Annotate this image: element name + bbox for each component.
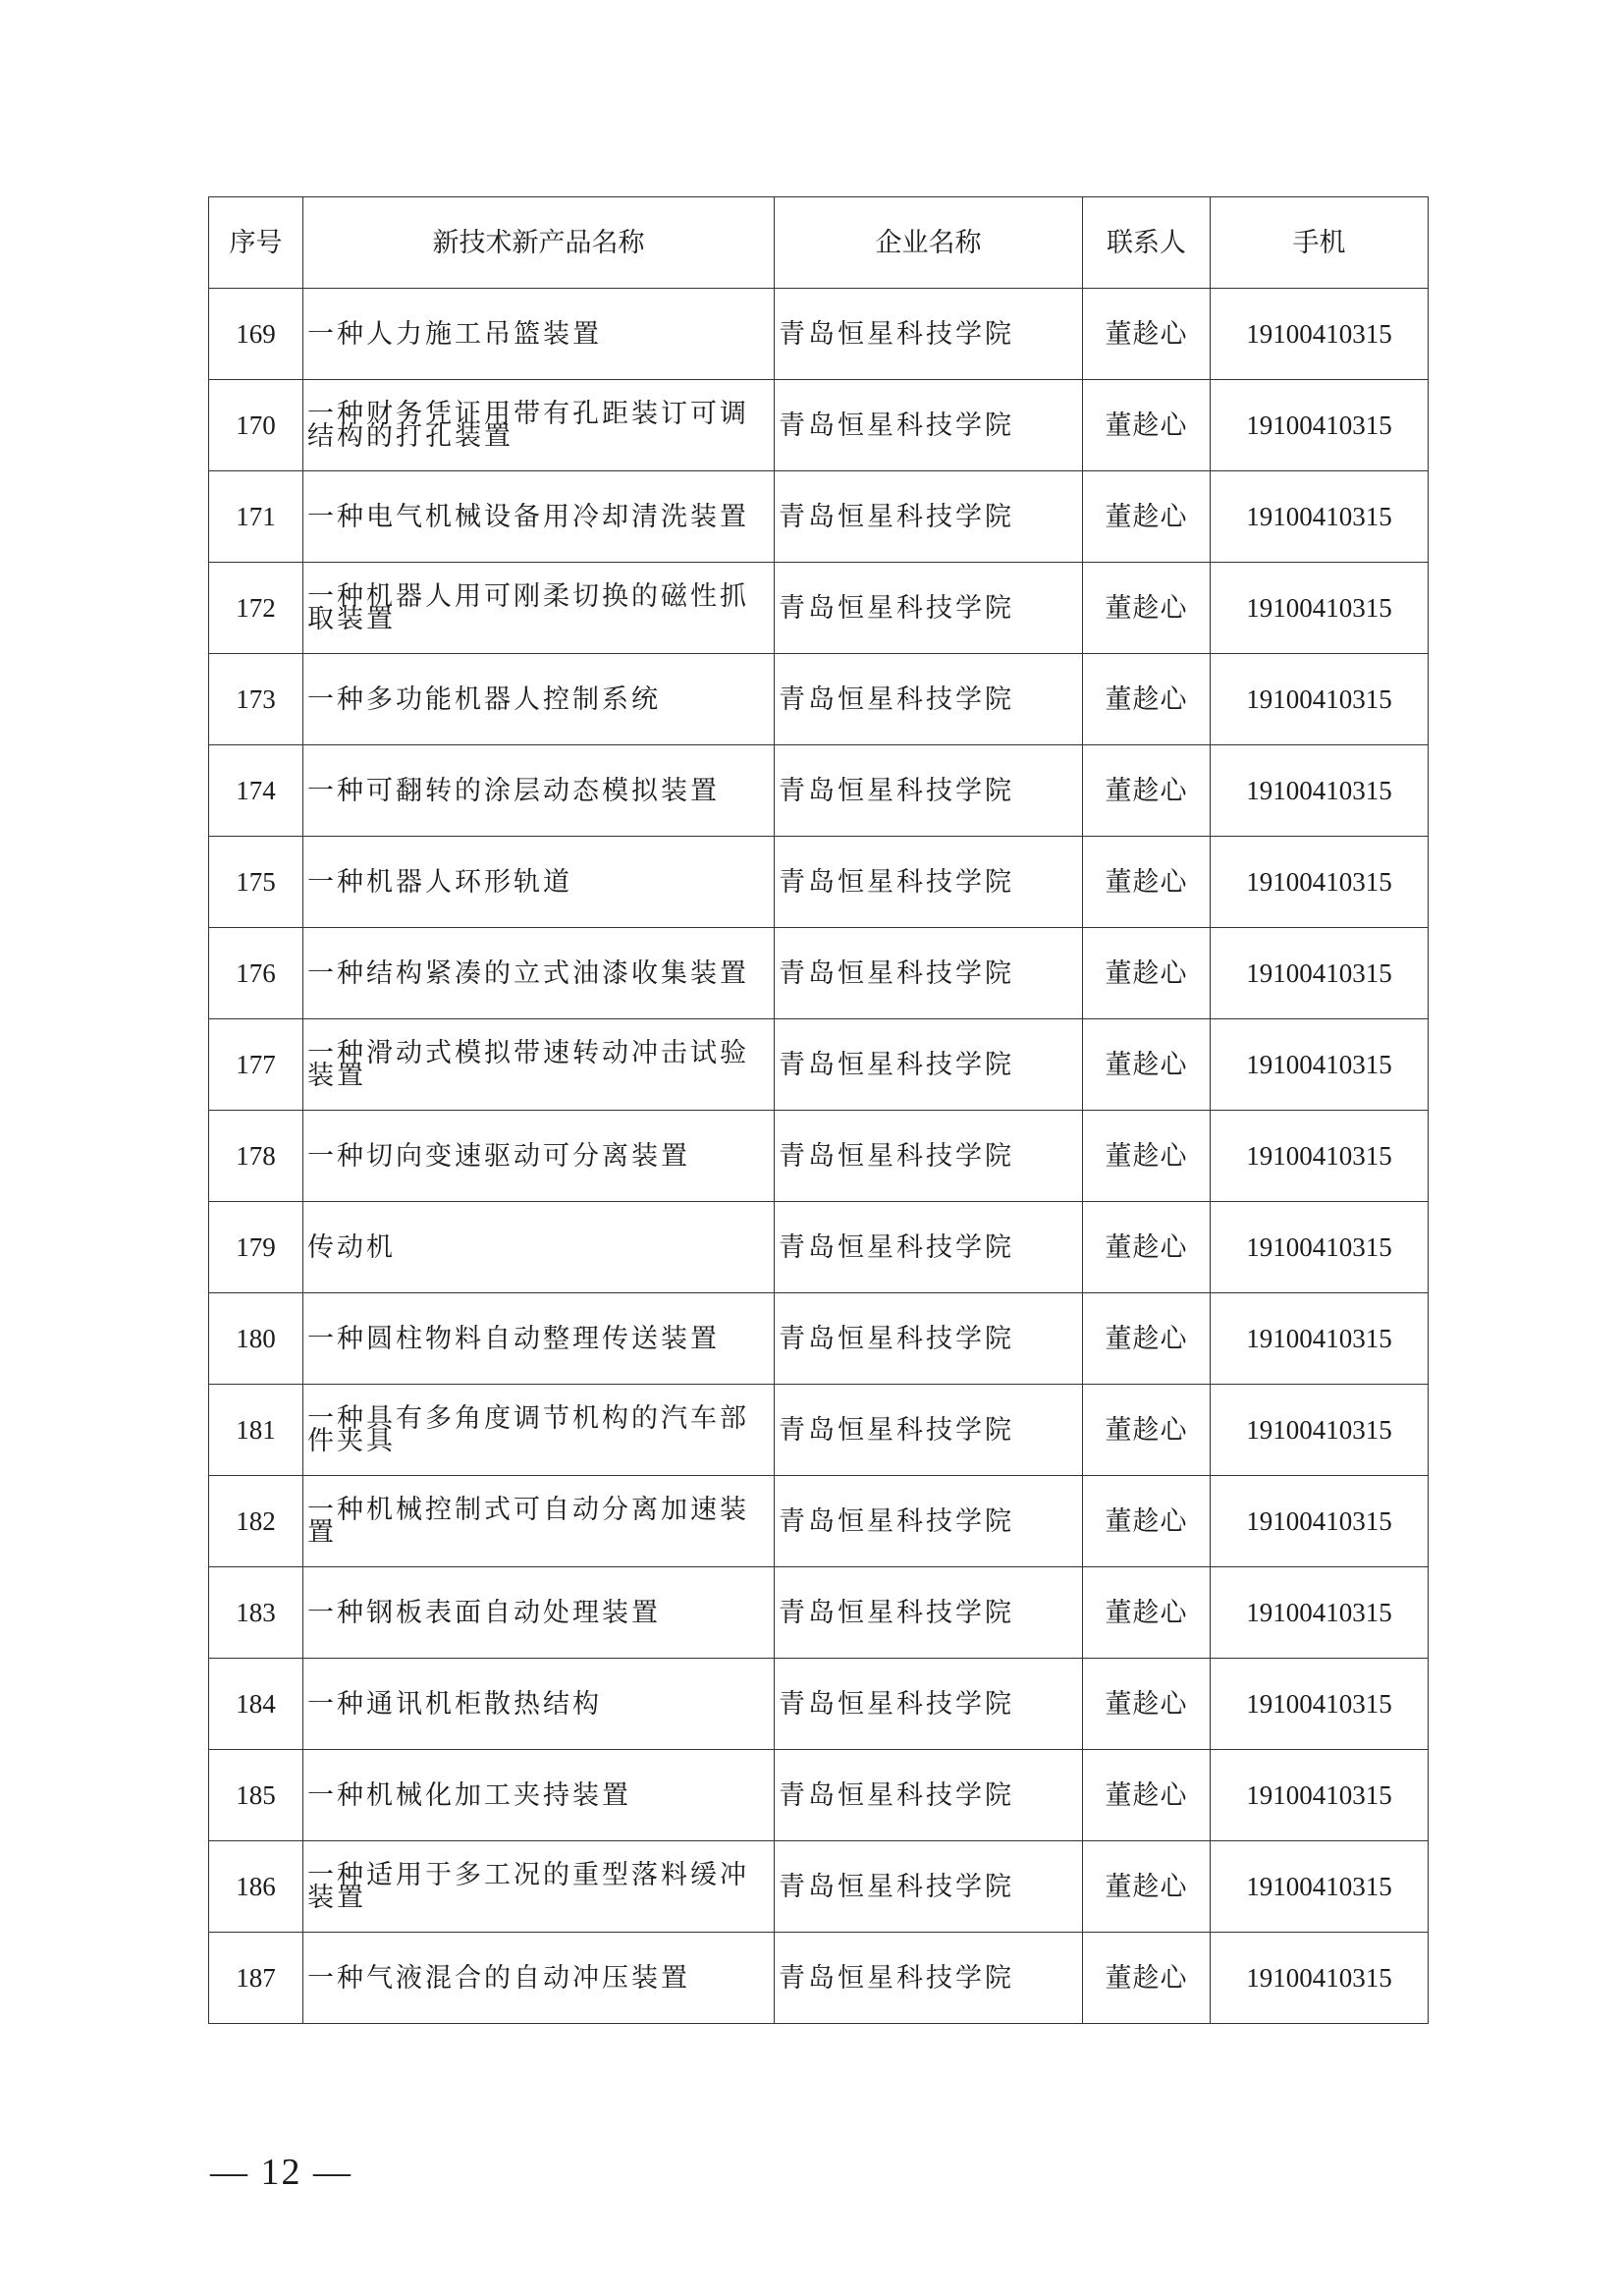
- product-name-cell: 一种财务凭证用带有孔距装订可调结构的打孔装置: [303, 380, 775, 471]
- table-row: [209, 380, 1429, 471]
- table-row: [209, 289, 1429, 380]
- product-name-cell: 一种机械控制式可自动分离加速装置: [303, 1476, 775, 1567]
- table-row: [209, 1841, 1429, 1933]
- table-row: [209, 471, 1429, 563]
- company-cell: 青岛恒星科技学院: [775, 928, 1083, 1019]
- contact-cell: 董趁心: [1083, 1293, 1211, 1385]
- contact-cell: 董趁心: [1083, 1659, 1211, 1750]
- product-name-cell: 一种机器人环形轨道: [303, 837, 775, 928]
- contact-cell: 董趁心: [1083, 745, 1211, 837]
- table-row: [209, 1111, 1429, 1202]
- header-product-name: 新技术新产品名称: [303, 197, 775, 289]
- serial-cell: 184: [209, 1659, 303, 1750]
- company-cell: 青岛恒星科技学院: [775, 1202, 1083, 1293]
- product-name-cell: 一种人力施工吊篮装置: [303, 289, 775, 380]
- contact-cell: 董趁心: [1083, 654, 1211, 745]
- company-cell: 青岛恒星科技学院: [775, 1933, 1083, 2024]
- phone-cell: 19100410315: [1211, 471, 1429, 563]
- contact-cell: 董趁心: [1083, 1202, 1211, 1293]
- contact-cell: 董趁心: [1083, 1385, 1211, 1476]
- product-name-cell: 一种钢板表面自动处理装置: [303, 1567, 775, 1659]
- company-cell: 青岛恒星科技学院: [775, 654, 1083, 745]
- table-row: [209, 1476, 1429, 1567]
- product-name-cell: 一种电气机械设备用冷却清洗装置: [303, 471, 775, 563]
- page-number: — 12 —: [210, 2152, 352, 2193]
- table-row: [209, 1385, 1429, 1476]
- contact-cell: 董趁心: [1083, 1750, 1211, 1841]
- serial-cell: 176: [209, 928, 303, 1019]
- company-cell: 青岛恒星科技学院: [775, 1476, 1083, 1567]
- product-name-cell: 一种机器人用可刚柔切换的磁性抓取装置: [303, 563, 775, 654]
- company-cell: 青岛恒星科技学院: [775, 471, 1083, 563]
- contact-cell: 董趁心: [1083, 1019, 1211, 1111]
- serial-cell: 175: [209, 837, 303, 928]
- header-contact: 联系人: [1083, 197, 1211, 289]
- phone-cell: 19100410315: [1211, 1202, 1429, 1293]
- serial-cell: 174: [209, 745, 303, 837]
- product-name-cell: 一种结构紧凑的立式油漆收集装置: [303, 928, 775, 1019]
- product-name-cell: 一种多功能机器人控制系统: [303, 654, 775, 745]
- serial-cell: 182: [209, 1476, 303, 1567]
- contact-cell: 董趁心: [1083, 1111, 1211, 1202]
- phone-cell: 19100410315: [1211, 289, 1429, 380]
- serial-cell: 177: [209, 1019, 303, 1111]
- company-cell: 青岛恒星科技学院: [775, 1659, 1083, 1750]
- phone-cell: 19100410315: [1211, 1476, 1429, 1567]
- company-cell: 青岛恒星科技学院: [775, 1385, 1083, 1476]
- company-cell: 青岛恒星科技学院: [775, 1019, 1083, 1111]
- serial-cell: 183: [209, 1567, 303, 1659]
- table-row: [209, 1567, 1429, 1659]
- phone-cell: 19100410315: [1211, 1111, 1429, 1202]
- product-name-cell: 一种机械化加工夹持装置: [303, 1750, 775, 1841]
- serial-cell: 181: [209, 1385, 303, 1476]
- phone-cell: 19100410315: [1211, 837, 1429, 928]
- phone-cell: 19100410315: [1211, 928, 1429, 1019]
- serial-cell: 185: [209, 1750, 303, 1841]
- serial-cell: 186: [209, 1841, 303, 1933]
- serial-cell: 178: [209, 1111, 303, 1202]
- table-row: [209, 1933, 1429, 2024]
- phone-cell: 19100410315: [1211, 380, 1429, 471]
- contact-cell: 董趁心: [1083, 1476, 1211, 1567]
- table-row: [209, 563, 1429, 654]
- product-name-cell: 一种通讯机柜散热结构: [303, 1659, 775, 1750]
- product-name-cell: 一种具有多角度调节机构的汽车部件夹具: [303, 1385, 775, 1476]
- product-name-cell: 一种滑动式模拟带速转动冲击试验装置: [303, 1019, 775, 1111]
- table-body: [209, 289, 1429, 2024]
- header-phone: 手机: [1211, 197, 1429, 289]
- phone-cell: 19100410315: [1211, 1385, 1429, 1476]
- serial-cell: 172: [209, 563, 303, 654]
- phone-cell: 19100410315: [1211, 1933, 1429, 2024]
- contact-cell: 董趁心: [1083, 1841, 1211, 1933]
- product-name-cell: 一种圆柱物料自动整理传送装置: [303, 1293, 775, 1385]
- serial-cell: 171: [209, 471, 303, 563]
- contact-cell: 董趁心: [1083, 471, 1211, 563]
- contact-cell: 董趁心: [1083, 928, 1211, 1019]
- table-row: [209, 928, 1429, 1019]
- table-row: [209, 654, 1429, 745]
- table-row: [209, 1293, 1429, 1385]
- table-row: [209, 1019, 1429, 1111]
- contact-cell: 董趁心: [1083, 837, 1211, 928]
- phone-cell: 19100410315: [1211, 1019, 1429, 1111]
- phone-cell: 19100410315: [1211, 1841, 1429, 1933]
- company-cell: 青岛恒星科技学院: [775, 1841, 1083, 1933]
- serial-cell: 173: [209, 654, 303, 745]
- table-row: [209, 745, 1429, 837]
- table-header-row: [209, 197, 1429, 289]
- header-company: 企业名称: [775, 197, 1083, 289]
- contact-cell: 董趁心: [1083, 563, 1211, 654]
- serial-cell: 169: [209, 289, 303, 380]
- serial-cell: 187: [209, 1933, 303, 2024]
- company-cell: 青岛恒星科技学院: [775, 380, 1083, 471]
- phone-cell: 19100410315: [1211, 1567, 1429, 1659]
- product-name-cell: 一种可翻转的涂层动态模拟装置: [303, 745, 775, 837]
- serial-cell: 180: [209, 1293, 303, 1385]
- serial-cell: 170: [209, 380, 303, 471]
- product-name-cell: 一种气液混合的自动冲压装置: [303, 1933, 775, 2024]
- contact-cell: 董趁心: [1083, 1933, 1211, 2024]
- product-name-cell: 传动机: [303, 1202, 775, 1293]
- phone-cell: 19100410315: [1211, 1293, 1429, 1385]
- table-row: [209, 1659, 1429, 1750]
- company-cell: 青岛恒星科技学院: [775, 1750, 1083, 1841]
- header-serial: 序号: [209, 197, 303, 289]
- phone-cell: 19100410315: [1211, 654, 1429, 745]
- company-cell: 青岛恒星科技学院: [775, 837, 1083, 928]
- company-cell: 青岛恒星科技学院: [775, 1293, 1083, 1385]
- phone-cell: 19100410315: [1211, 563, 1429, 654]
- serial-cell: 179: [209, 1202, 303, 1293]
- product-name-cell: 一种切向变速驱动可分离装置: [303, 1111, 775, 1202]
- table-row: [209, 1750, 1429, 1841]
- company-cell: 青岛恒星科技学院: [775, 289, 1083, 380]
- product-name-cell: 一种适用于多工况的重型落料缓冲装置: [303, 1841, 775, 1933]
- company-cell: 青岛恒星科技学院: [775, 1567, 1083, 1659]
- phone-cell: 19100410315: [1211, 745, 1429, 837]
- contact-cell: 董趁心: [1083, 1567, 1211, 1659]
- table-row: [209, 837, 1429, 928]
- company-cell: 青岛恒星科技学院: [775, 745, 1083, 837]
- contact-cell: 董趁心: [1083, 289, 1211, 380]
- company-cell: 青岛恒星科技学院: [775, 563, 1083, 654]
- product-table: [208, 196, 1429, 2024]
- phone-cell: 19100410315: [1211, 1750, 1429, 1841]
- phone-cell: 19100410315: [1211, 1659, 1429, 1750]
- company-cell: 青岛恒星科技学院: [775, 1111, 1083, 1202]
- contact-cell: 董趁心: [1083, 380, 1211, 471]
- table-row: [209, 1202, 1429, 1293]
